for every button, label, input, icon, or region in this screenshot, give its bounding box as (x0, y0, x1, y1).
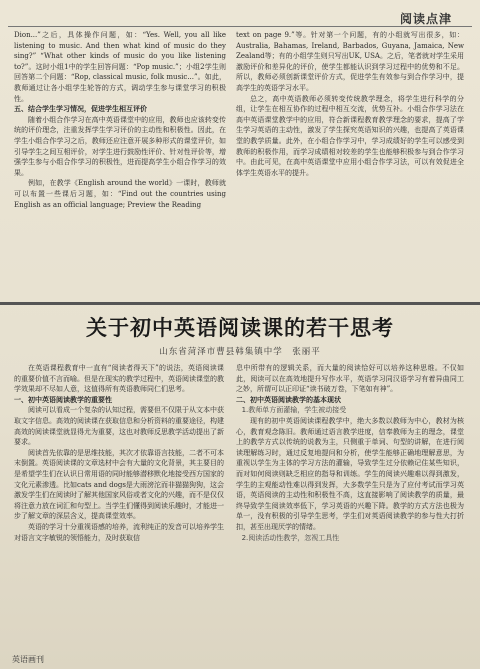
article-left-column (14, 363, 224, 543)
section-heading: 二、初中英语阅读教学的基本现状 (236, 395, 341, 404)
subsection-heading: 2.阅读活动性教学，忽视工具性 (241, 533, 340, 542)
article-byline: 山东省菏泽市曹县韩集镇中学 张丽平 (159, 347, 321, 357)
column-header: 阅读点津 (399, 12, 452, 26)
paragraph: 总之，高中英语教师必须转变传统教学理念，将学生进行科学的分组，让学生在相互协作的过程中相互交流，优势互补。小组合作学习法在高中英语课堂教学中的应用，符合新课程教育教学理念的要求，提高了学生学习英语的主动性，激发了学生探究英语知识的兴趣，也提高了英语课堂的教学质量。此外，在小组合作学习中，学习成绩好的学生可以感受到教师的积极作用，而学习成绩相对较差的学生也能够积极参与到合作学习中。由此可见，在高中英语课堂中应用小组合作学习法，可以有效促进全体学生英语水平的提升。 (236, 94, 464, 177)
paragraph: 阅读可以看成一个复杂的认知过程，需要但不仅限于从文本中获取文字信息。高效的阅读课在获取信息和分析资料的重要途径，构建高效的阅读课堂就显得尤为重要，这也对教师反思教学活动提出了新要求。 (14, 406, 224, 447)
magazine-name: 英语画刊 (12, 655, 44, 664)
article-title: 关于初中英语阅读课的若干思考 (86, 316, 394, 340)
subsection-heading: 1.教师单方面灌输，学生被动接受 (241, 406, 347, 415)
upper-right-column (236, 30, 464, 178)
paragraph: 息中所带有的逻辑关系，而大量的阅读恰好可以培养这种思维。不仅如此，阅读可以在高效地提升写作水平，英语学习同汉语学习有着异曲同工之妙，所谓可以正印证“读书破万卷，下笔如有神”。 (236, 364, 464, 394)
paragraph: 阅读首先依靠的是思维技能，其次才依靠语言技能，二者不可本末倒置。英语阅读课的文章选材中会有大量的文化背景，其主要目的是希望学生们在认识日常用语的同时能够潜移默化地接受西方国家的文化元素渗透。比如cats and dogs是大雨滂沱而非猫猫狗狗，这会激发学生们在阅读时了解其他国家风俗或者文化的兴趣，而不是仅仅将注意力放在词汇和句型上。当学生们懂得到阅读乐趣时，才能进一步了解文章的深层含义，提高课堂效率。 (14, 448, 224, 521)
article-divider (0, 302, 480, 305)
paragraph: Dion...”之后，具体操作问题，如：“Yes. Well, you all like listening to music. And then what kind of music do they sing?” “What other kinds of music do you like listening to?”。这时小组1中的学生回答问题：“Pop music.”；小组2学生则回答第二个问题：“Rop, classical music, folk music...”。如此，教师通过让各小组学生轮答的方式，调动学生参与课堂学习的积极性。 (14, 31, 226, 103)
paragraph: 随着小组合作学习在高中英语课堂中的应用，教师也应该转变传统的评价理念，注重发挥学生学习评价的主动性和积极性。因此，在学生小组合作学习之后，教师还应注意开展多种形式的课堂评价，如引导学生之间互相评价，对学生进行鼓励性评价、针对性评价等，增强学生参与小组合作学习的积极性，进而提高学生小组合作学习的效果。 (14, 115, 226, 177)
paragraph: 例如，在教学《English around the world》一课时，教师就可以布置一些课后习题，如：“Find out the countries using English as an official language; Preview the Reading (14, 179, 226, 209)
upper-left-column (14, 30, 226, 210)
paragraph: 现有的初中英语阅读课程教学中，绝大多数以教师为中心，教材为核心，教育观念陈旧。教师通过语言教学进度，信奉教师为主的理念，课堂上的教学方式以传统的说教为主，只侧重于单词、句型的讲解，在进行阅读理解练习时，通过反复地提问和分析，使学生能够正确地理解意思，为重视以学生为主体的学习方法的灌输，导致学生过分依赖记住某些知识，而对如何阅读则缺乏相应的指导和训练。学生的阅读兴趣难以得到激发，学生的主观能动性难以得到发挥，大多数学生只是为了应付考试而学习英语，英语阅读的主动性和积极性不高，这直接影响了阅读教学的质量，最终导致学生阅读效率低下，学习英语的兴趣下降。教学的方式方法也极为单一，没有积极的引导学生思考，学生们对英语阅读教学的参与性大打折扣，甚至出现厌学的情绪。 (236, 416, 464, 531)
section-heading: 一、初中英语阅读教学的重要性 (14, 395, 112, 404)
paragraph: text on page 9.”等。针对第一个问题，有的小组就写出很多，如：Australia, Bahamas, Ireland, Barbados, Guyana, Jamaica, New Zealand等；有的小组学生则只写出UK, USA。之后，笔者就对学生采用激励评价和差异化的评价，使学生都能认识到学习过程中的优势和不足。所以，教师必须创新课堂评价方式，促进学生有效参与到合作学习中，提高学生的英语学习水平。 (236, 31, 464, 92)
article-right-column (236, 363, 464, 543)
paragraph: 英语的学习十分重视语感的培养，流利纯正的发音可以培养学生对语言文字敏锐的领悟能力，及时获取信 (14, 522, 224, 542)
header-rule (8, 26, 472, 27)
paragraph: 在英语课程教育中一直有“阅读者得天下”的说法，英语阅读课的重要价值不言而喻。但是在现实的教学过程中，英语阅读课堂的教学效果却不尽如人意，这值得所有英语教师同仁们思考。 (14, 364, 224, 394)
section-heading: 五、结合学生学习情况，促进学生相互评价 (14, 105, 147, 114)
